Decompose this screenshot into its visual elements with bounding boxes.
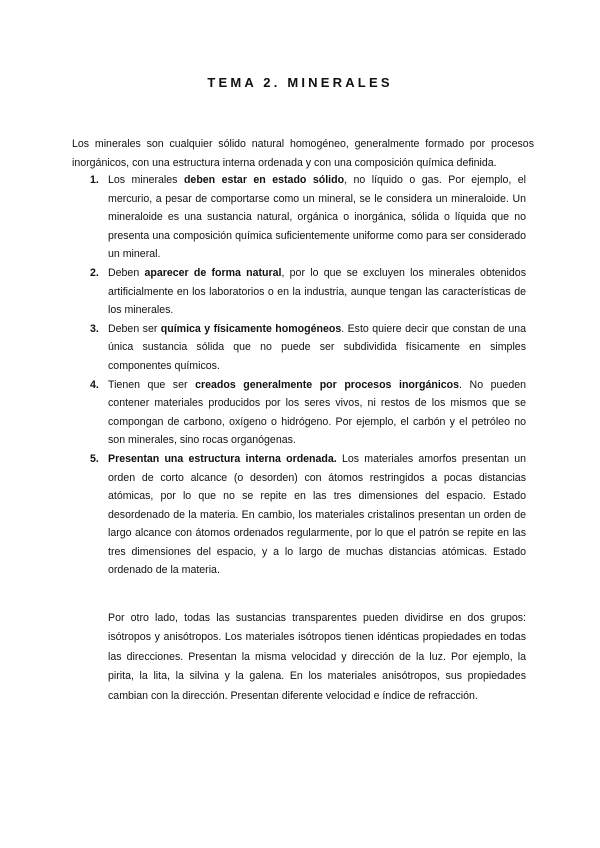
- list-item: [0, 264, 526, 320]
- list-item-emphasis: química y físicamente homogéneos: [160, 322, 342, 335]
- list-item-number: 2.: [90, 266, 99, 279]
- list-item: [0, 320, 526, 376]
- list-item-number: 3.: [90, 322, 99, 335]
- list-item-text: , no líquido o gas. Por ejemplo, el mercurio, a pesar de comportarse como un mineral, se le considera un mineraloide. Un mineraloide es una sustancia natural, orgánica o inorgánica, sólida o líquida que no presenta una composición química suficientemente uniforme como para ser considerado un mineral.: [108, 174, 526, 261]
- list-item-emphasis: aparecer de forma natural: [144, 266, 282, 279]
- list-item-text: Deben: [108, 266, 145, 279]
- list-item-emphasis: deben estar en estado sólido: [183, 174, 345, 186]
- list-item: [0, 171, 526, 264]
- list-item-text: Los materiales amorfos presentan un orden de corto alcance (o desorden) con átomos restringidos a pocas distancias atómicas, por lo que no se repite en las tres dimensiones del espacio. Estado desordenado de la materia. En cambio, los materiales cristalinos presentan un orden de largo alcance con átomos ordenados regularmente, por lo que el patrón se repite en las tres dimensiones del espacio, y a lo largo de muchas distancias atómicas. Estado ordenado de la materia.: [108, 452, 526, 577]
- list-item: [0, 450, 526, 580]
- list-item-number: 4.: [90, 378, 99, 391]
- page-title: TEMA 2. MINERALES: [207, 75, 393, 90]
- list-item-text: , por lo que se excluyen los minerales obtenidos artificialmente en los laboratorios o en la industria, aunque tengan las características de los minerales.: [108, 266, 526, 317]
- intro-paragraph: Los minerales son cualquier sólido natural homogéneo, generalmente formado por procesos inorgánicos, con una estructura interna ordenada y con una composición química definida.: [72, 138, 534, 169]
- list-item-text: . No pueden contener materiales producidos por los seres vivos, ni restos de los mismos que se compongan de carbono, oxígeno o hidrógeno. Por ejemplo, el carbón y el petróleo no son minerales, sino rocas organógenas.: [108, 378, 526, 447]
- list-item-emphasis: creados generalmente por procesos inorgánicos: [195, 378, 460, 391]
- list-item: [0, 376, 526, 450]
- list-item-text: Los minerales: [108, 174, 184, 186]
- list-item-number: 5.: [90, 452, 99, 465]
- list-item-emphasis: Presentan una estructura interna ordenada.: [108, 452, 337, 465]
- list-item-number: 1.: [90, 174, 99, 186]
- list-item-text: Tienen que ser: [108, 378, 196, 391]
- closing-paragraph: Por otro lado, todas las sustancias transparentes pueden dividirse en dos grupos: isótropos y anisótropos. Los materiales isótropos tienen idénticas propiedades en todas las direcciones. Presentan la misma velocidad y dirección de la luz. Por ejemplo, la pirita, la lita, la silvina y la galena. En los materiales anisótropos, sus propiedades cambian con la dirección. Presentan diferente velocidad e índice de refracción.: [108, 612, 526, 702]
- list-item-text: Deben ser: [108, 322, 161, 335]
- mineral-criteria-list: [0, 171, 526, 580]
- list-item-text: . Esto quiere decir que constan de una única sustancia sólida que no puede ser subdividida físicamente en simples componentes químicos.: [108, 322, 526, 372]
